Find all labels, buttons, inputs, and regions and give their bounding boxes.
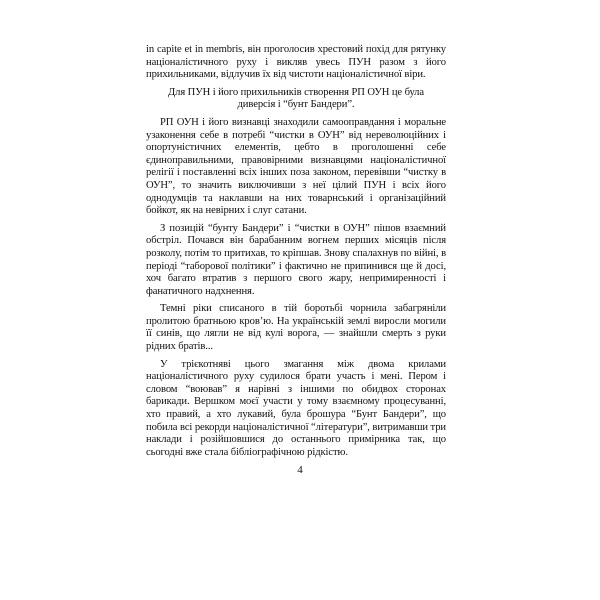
page-number: 4: [297, 464, 303, 476]
paragraph-3: РП ОУН і його визнавці знаходили самооправдання і моральне узаконення себе в потребі “чистки в ОУН” від нереволюційних і опортуністичних елементів, цебто в проголошенні себе єдиноправильними, правовірними визнавцями націоналістичної релігії і поставленні всіх інших поза законом, перевівши “чистку в ОУН”, то значить виключивши з неї цілий ПУН і всіх його однодумців та наклавши на них товарнський і організаційний бойкот, як на невірних і слуг сатани.: [146, 116, 446, 217]
paragraph-5: Темні ріки списаного в тій боротьбі чорнила забагряніли пролитою братньою кров’ю. На українській землі виросли могили її синів, що лягли не від кулі ворога, — знайшли смерть з руки рідних братів...: [146, 303, 446, 353]
paragraph-2: Для ПУН і його прихильників створення РП ОУН це була диверсія і “бунт Бандери”.: [168, 86, 424, 111]
paragraph-6: У трієкотняві цього змагання між двома крилами націоналістичного руху судилося брати участь і мені. Пером і словом “воював” я нарівні з іншими по обидвох сторонах барикади. Вершком моєї участи у тому взаємному процесуванні, хто правий, а хто лукавий, була брошура “Бунт Бандери”, що побила всі рекорди націоналістичної “літератури”, витримавши три наклади і розійшовшися до останнього примірника так, що сьогодні вже стала бібліографічною рідкістю.: [146, 358, 446, 458]
paragraph-1: in capite et in membris, він проголосив хрестовий похід для рятунку націоналістичного руху і викляв увесь ПУН разом з його прихильниками, відлучив їх від чистоти націоналістичної віри.: [146, 44, 446, 81]
body-text: [146, 44, 446, 464]
paragraph-4: З позицій “бунту Бандери” і “чистки в ОУН” пішов взаємний обстріл. Почався він барабанним вогнем перших місяців після розколу, потім то притихав, то кріпшав. Знову спалахнув по війні, в періоді “таборової політики” і фактично не припинився ще й досі, хоч багато втратив з першого свого жару, непримиренності і фанатичного надхнення.: [146, 222, 446, 297]
